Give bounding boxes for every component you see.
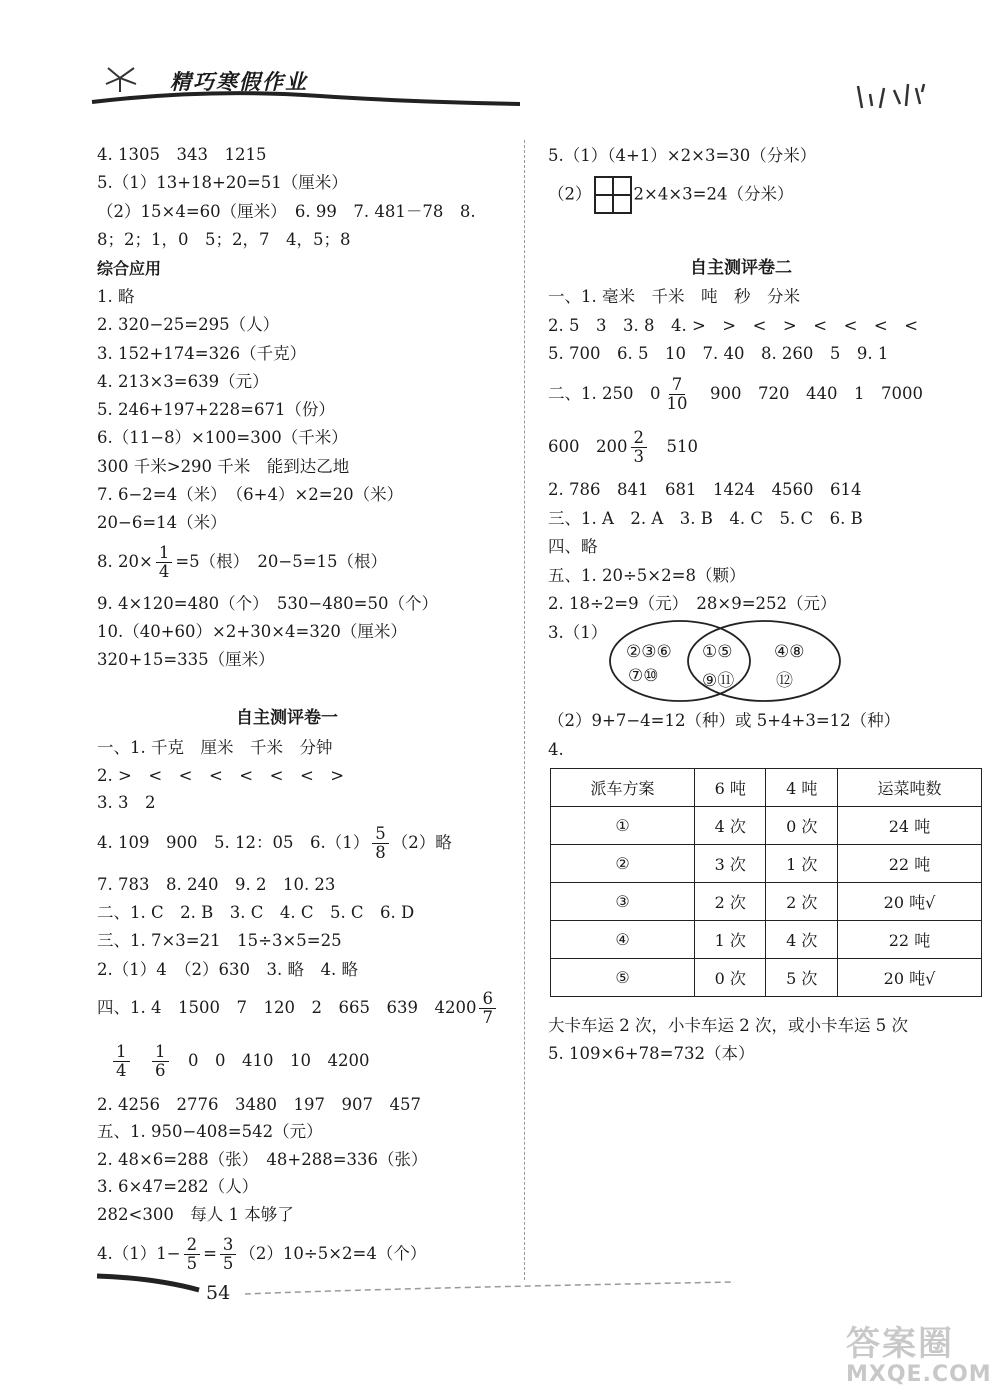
denominator: 4 — [158, 562, 170, 581]
left-line: 320+15=335（厘米） — [97, 650, 275, 669]
left-line: 二、1. C 2. B 3. C 4. C 5. C 6. D — [97, 903, 415, 922]
text: 600 200 — [548, 437, 628, 456]
left-line: 4. 213×3=639（元） — [97, 372, 269, 391]
table-header-row — [551, 769, 982, 807]
table-header-cell: 6 吨 — [695, 769, 766, 807]
text: 8. 20× — [97, 552, 153, 571]
left-line: 3. 3 2 — [97, 793, 156, 812]
table-cell: 3 次 — [695, 845, 766, 883]
left-line: 10.（40+60）×2+30×4=320（厘米） — [97, 622, 407, 641]
footer-decoration — [95, 1268, 755, 1308]
table-cell: 1 次 — [766, 845, 837, 883]
table-cell: 22 吨 — [837, 921, 981, 959]
table-cell: 24 吨 — [837, 807, 981, 845]
left-line-fraction — [97, 544, 387, 581]
venn-middle-items: ⑨⑪ — [702, 671, 735, 691]
section-title: 自主测评卷二 — [690, 258, 792, 278]
right-line: 2. 18÷2=9（元） 28×9=252（元） — [548, 594, 837, 613]
right-line: 4. — [548, 740, 564, 759]
numerator: 1 — [113, 1043, 130, 1062]
right-line: 三、1. A 2. A 3. B 4. C 5. C 6. B — [548, 509, 863, 528]
denominator: 5 — [222, 1254, 234, 1273]
table-cell: 20 吨√ — [837, 883, 981, 921]
table-cell: 4 次 — [695, 807, 766, 845]
text: =5（根） 20−5=15（根） — [175, 552, 388, 571]
table-cell: 0 次 — [766, 807, 837, 845]
text: 2×4×3=24（分米） — [633, 184, 794, 204]
text: （2） — [548, 184, 592, 204]
table-cell: 1 次 — [695, 921, 766, 959]
section-heading: 综合应用 — [97, 259, 162, 278]
watermark-url: MXQE.COM — [846, 1362, 992, 1387]
table-cell: ① — [551, 807, 695, 845]
left-line: 2. 48×6=288（张） 48+288=336（张） — [97, 1150, 428, 1169]
denominator: 10 — [666, 394, 688, 413]
table-cell: 20 吨√ — [837, 959, 981, 997]
left-line: 2. > < < < < < < > — [97, 766, 345, 785]
denominator: 7 — [482, 1008, 493, 1027]
left-line: 4. 1305 343 1215 — [97, 145, 267, 164]
text: 900 720 440 1 7000 — [709, 384, 923, 403]
table-cell: ③ — [551, 883, 695, 921]
left-line: 三、1. 7×3=21 15÷3×5=25 — [97, 931, 342, 950]
fraction — [113, 1043, 130, 1080]
numerator: 3 — [220, 1236, 237, 1255]
table-header-cell: 派车方案 — [551, 769, 695, 807]
right-line: 2. 5 3 3. 8 4. > > < > < < < < — [548, 316, 919, 335]
header-decoration — [90, 58, 530, 114]
right-line: 五、1. 20÷5×2=8（颗） — [548, 566, 746, 585]
table-header-cell: 4 吨 — [766, 769, 837, 807]
flower-icon — [106, 68, 136, 92]
table-row — [551, 921, 982, 959]
left-line-fraction — [97, 825, 452, 862]
right-line: 3.（1） — [548, 623, 608, 642]
table-cell: 4 次 — [766, 921, 837, 959]
right-line: 5.（1）（4+1）×2×3=30（分米） — [548, 146, 817, 165]
left-line: 3. 6×47=282（人） — [97, 1177, 259, 1196]
right-line: 大卡车运 2 次，小卡车运 2 次，或小卡车运 5 次 — [548, 1016, 908, 1035]
left-line: 5. 246+197+228=671（份） — [97, 400, 335, 419]
left-line: 3. 152+174=326（千克） — [97, 344, 307, 363]
left-line: 5.（1）13+18+20=51（厘米） — [97, 173, 348, 192]
text: 四、1. 4 1500 7 120 2 665 639 4200 — [97, 998, 477, 1017]
denominator: 5 — [186, 1254, 198, 1273]
numerator: 6 — [479, 990, 496, 1009]
right-line: （2）9+7−4=12（种）或 5+4+3=12（种） — [548, 711, 901, 730]
left-line: 2.（1）4 （2）630 3. 略 4. 略 — [97, 960, 358, 979]
venn-right-items: ⑫ — [776, 671, 793, 691]
left-line: 一、1. 千克 厘米 千米 分钟 — [97, 738, 333, 757]
left-line: 2. 4256 2776 3480 197 907 457 — [97, 1095, 421, 1114]
text: 4. 109 900 5. 12：05 6.（1） — [97, 833, 370, 852]
table-cell: 0 次 — [695, 959, 766, 997]
fraction — [663, 376, 690, 413]
denominator: 6 — [155, 1061, 166, 1080]
left-line: 7. 6−2=4（米） （6+4）×2=20（米） — [97, 485, 404, 504]
table-cell: ⑤ — [551, 959, 695, 997]
right-line: 2. 786 841 681 1424 4560 614 — [548, 480, 862, 499]
denominator: 8 — [375, 843, 386, 862]
table-row — [551, 959, 982, 997]
table-header-cell: 运菜吨数 — [837, 769, 981, 807]
left-line: 五、1. 950−408=542（元） — [97, 1122, 323, 1141]
right-line: 5. 109×6+78=732（本） — [548, 1044, 755, 1063]
left-line: （2）15×4=60（厘米） 6. 99 7. 481－78 8. — [97, 202, 476, 221]
right-line: 四、略 — [548, 537, 598, 556]
corner-mark-icon — [850, 80, 950, 112]
venn-middle-items: ①⑤ — [702, 642, 733, 662]
table-cell: 2 次 — [766, 883, 837, 921]
right-line-grid — [548, 176, 793, 214]
page-number: 54 — [206, 1282, 231, 1304]
fraction — [372, 825, 389, 862]
left-line: 2. 320−25=295（人） — [97, 315, 280, 334]
answer-table — [550, 768, 982, 997]
fraction — [631, 429, 648, 466]
text: 4.（1）1− — [97, 1244, 181, 1263]
right-line: 一、1. 毫米 千米 吨 秒 分米 — [548, 287, 800, 306]
left-line: 1. 略 — [97, 287, 135, 306]
right-line-fraction — [548, 429, 698, 466]
header-title: 精巧寒假作业 — [170, 70, 308, 94]
table-cell: ② — [551, 845, 695, 883]
left-line: 9. 4×120=480（个） 530−480=50（个） — [97, 594, 439, 613]
left-line: 7. 783 8. 240 9. 2 10. 23 — [97, 875, 336, 894]
left-line-fraction — [97, 990, 499, 1027]
column-divider — [524, 140, 525, 1280]
text: 510 — [666, 437, 698, 456]
numerator: 1 — [152, 1043, 169, 1062]
left-line: 20−6=14（米） — [97, 513, 227, 532]
numerator: 1 — [156, 544, 173, 563]
left-line-fraction — [110, 1043, 369, 1080]
numerator: 2 — [631, 429, 648, 448]
denominator: 3 — [633, 447, 644, 466]
grid-figure — [594, 176, 632, 214]
fraction — [479, 990, 496, 1027]
numerator: 5 — [372, 825, 389, 844]
text: 二、1. 250 0 — [548, 384, 661, 403]
table-cell: 5 次 — [766, 959, 837, 997]
table-row — [551, 845, 982, 883]
venn-left-items: ②③⑥ — [626, 642, 672, 662]
section-title: 自主测评卷一 — [236, 708, 338, 728]
right-line-fraction — [548, 376, 923, 413]
numerator: 2 — [184, 1236, 201, 1255]
table-cell: 22 吨 — [837, 845, 981, 883]
numerator: 7 — [669, 376, 686, 395]
table-cell: 2 次 — [695, 883, 766, 921]
table-row — [551, 807, 982, 845]
left-line: 282<300 每人 1 本够了 — [97, 1205, 294, 1224]
venn-right-items: ④⑧ — [774, 642, 805, 662]
text: （2）略 — [391, 833, 452, 852]
fraction — [156, 544, 173, 581]
venn-left-items: ⑦⑩ — [628, 666, 659, 686]
right-line: 5. 700 6. 5 10 7. 40 8. 260 5 9. 1 — [548, 344, 889, 363]
fraction — [152, 1043, 169, 1080]
watermark-logo: 答案圈 — [846, 1324, 954, 1364]
left-line: 6.（11−8）×100=300（千米） — [97, 428, 348, 447]
table-row — [551, 883, 982, 921]
denominator: 4 — [116, 1061, 127, 1080]
left-line: 8；2；1，0 5；2，7 4，5；8 — [97, 230, 351, 249]
text: 0 0 410 10 4200 — [188, 1051, 370, 1070]
table-cell: ④ — [551, 921, 695, 959]
text: = — [203, 1244, 217, 1263]
left-line: 300 千米>290 千米 能到达乙地 — [97, 457, 350, 476]
text: （2）10÷5×2=4（个） — [239, 1244, 427, 1263]
